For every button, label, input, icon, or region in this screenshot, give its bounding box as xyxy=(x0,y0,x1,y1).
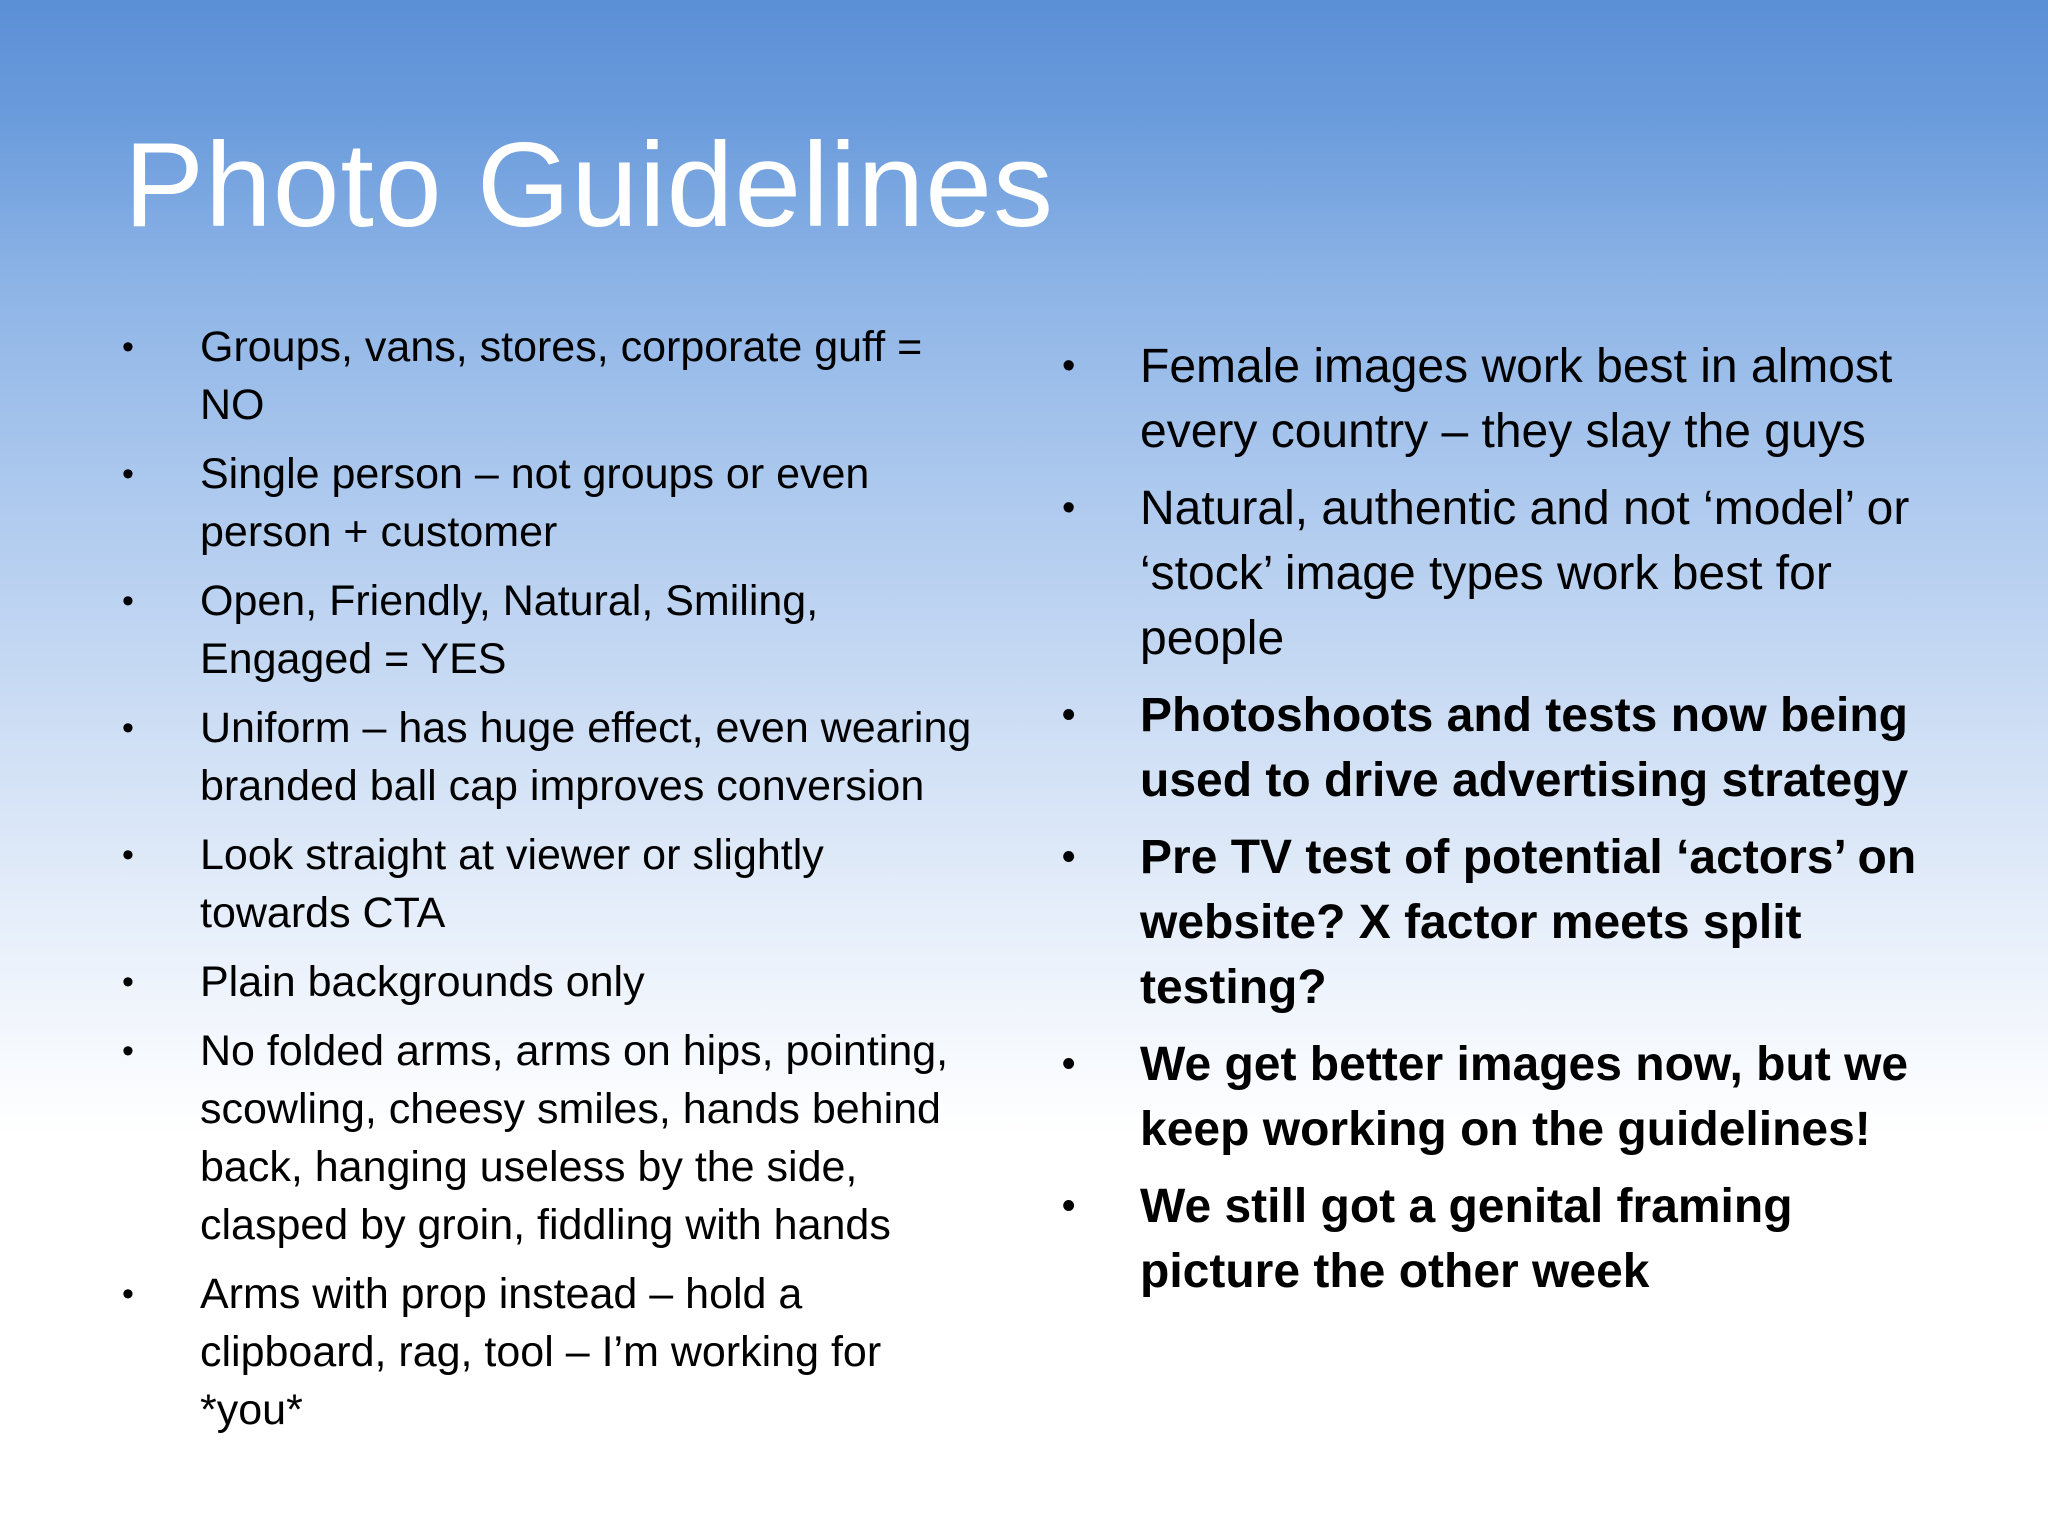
list-item-text: Groups, vans, stores, corporate guff = NO xyxy=(200,323,923,429)
slide-title: Photo Guidelines xyxy=(124,118,1054,252)
list-item-text: Natural, authentic and not ‘model’ or ‘stock’ image types work best for people xyxy=(1140,482,1910,665)
list-item xyxy=(120,953,980,1011)
list-item-text: Plain backgrounds only xyxy=(200,958,645,1006)
bullet-icon: • xyxy=(122,328,134,366)
list-item-text: Look straight at viewer or slightly towards CTA xyxy=(200,831,824,937)
bullet-icon: • xyxy=(1062,694,1076,736)
list-item-text: Arms with prop instead – hold a clipboard, rag, tool – I’m working for *you* xyxy=(200,1270,882,1434)
list-item xyxy=(120,1265,980,1439)
list-item-text: Pre TV test of potential ‘actors’ on website? X factor meets split testing? xyxy=(1140,831,1917,1014)
bullet-icon: • xyxy=(1062,345,1076,387)
list-item-text: We get better images now, but we keep working on the guidelines! xyxy=(1140,1038,1909,1156)
left-bullet-list xyxy=(120,318,980,1450)
bullet-icon: • xyxy=(122,963,134,1001)
bullet-icon: • xyxy=(1062,836,1076,878)
list-item-text: Female images work best in almost every country – they slay the guys xyxy=(1140,340,1893,458)
list-item xyxy=(1060,334,1930,464)
list-item xyxy=(120,572,980,688)
list-item xyxy=(1060,683,1930,813)
list-item xyxy=(120,1022,980,1254)
list-item-text: Open, Friendly, Natural, Smiling, Engaged = YES xyxy=(200,577,819,683)
list-item xyxy=(120,826,980,942)
bullet-icon: • xyxy=(122,836,134,874)
list-item-text: Uniform – has huge effect, even wearing branded ball cap improves conversion xyxy=(200,704,972,810)
bullet-icon: • xyxy=(122,455,134,493)
list-item xyxy=(120,445,980,561)
list-item-text: Single person – not groups or even person + customer xyxy=(200,450,870,556)
list-item-text: No folded arms, arms on hips, pointing, scowling, cheesy smiles, hands behind back, hanging useless by the side, clasped by groin, fiddling with hands xyxy=(200,1027,949,1249)
right-bullet-list xyxy=(1060,334,1930,1316)
list-item xyxy=(120,318,980,434)
bullet-icon: • xyxy=(1062,487,1076,529)
bullet-icon: • xyxy=(1062,1043,1076,1085)
bullet-icon: • xyxy=(122,709,134,747)
bullet-icon: • xyxy=(122,582,134,620)
bullet-icon: • xyxy=(122,1275,134,1313)
list-item xyxy=(120,699,980,815)
list-item xyxy=(1060,476,1930,671)
list-item xyxy=(1060,1174,1930,1304)
list-item-text: We still got a genital framing picture the other week xyxy=(1140,1180,1793,1298)
list-item-text: Photoshoots and tests now being used to drive advertising strategy xyxy=(1140,689,1909,807)
list-item xyxy=(1060,1032,1930,1162)
bullet-icon: • xyxy=(1062,1185,1076,1227)
list-item xyxy=(1060,825,1930,1020)
bullet-icon: • xyxy=(122,1032,134,1070)
